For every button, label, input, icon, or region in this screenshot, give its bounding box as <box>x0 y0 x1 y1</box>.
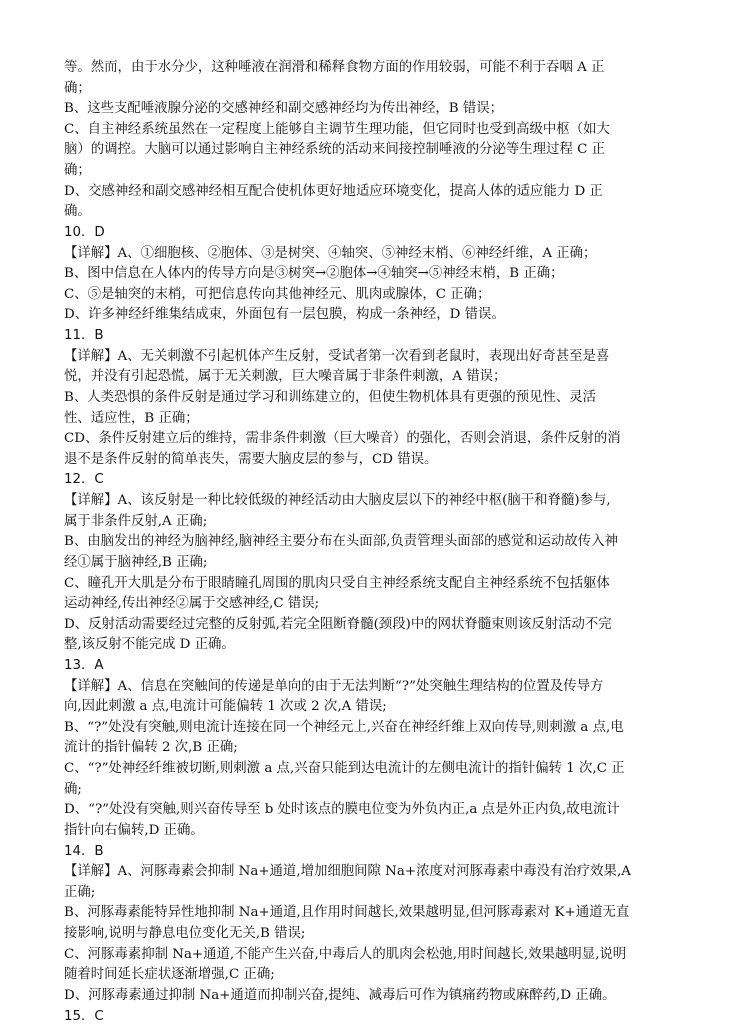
text-line: 退不是条件反射的简单丧失，需要大脑皮层的参与，CD 错误。 <box>64 451 438 467</box>
text-line: D、河豚毒素通过抑制 Na+通道而抑制兴奋,提纯、减毒后可作为镇痛药物或麻醉药,D 正确。 <box>64 987 616 1003</box>
text-line: 确； <box>64 80 91 96</box>
question-number: 15．C <box>64 1008 104 1024</box>
text-line: D、许多神经纤维集结成束，外面包有一层包膜，构成一条神经，D 错误。 <box>64 307 505 323</box>
text-line: B、图中信息在人体内的传导方向是③树突→②胞体→④轴突→⑤神经末梢，B 正确； <box>64 266 564 282</box>
text-line: CD、条件反射建立后的维持，需非条件刺激（巨大噪音）的强化，否则会消退，条件反射的消 <box>64 431 621 447</box>
text-line: C、“?”处神经纤维被切断,则刺激 a 点,兴奋只能到达电流计的左侧电流计的指针偏转 1 次,C 正 <box>64 761 625 777</box>
text-line: 正确; <box>64 884 96 900</box>
text-line: C、河豚毒素抑制 Na+通道,不能产生兴奋,中毒后人的肌肉会松弛,用时间越长,效果越明显,说明 <box>64 946 627 962</box>
text-line: C、瞳孔开大肌是分布于眼睛瞳孔周围的肌肉只受自主神经系统支配自主神经系统不包括躯体 <box>64 575 610 591</box>
text-line: 随着时间延长症状逐渐增强,C 正确; <box>64 967 275 983</box>
explanation-line: 【详解】A、信息在突触间的传递是单向的由于无法判断“?”处突触生理结构的位置及传导方 <box>64 678 604 694</box>
text-line: 确; <box>64 781 82 797</box>
text-line: B、“?”处没有突触,则电流计连接在同一个神经元上,兴奋在神经纤维上双向传导,则刺激 a 点,电 <box>64 719 624 735</box>
text-line: B、人类恐惧的条件反射是通过学习和训练建立的，但使生物机体具有更强的预见性、灵活 <box>64 389 597 405</box>
text-line: 指针向右偏转,D 正确。 <box>64 822 204 838</box>
text-line: 脑）的调控。大脑可以通过影响自主神经系统的活动来间接控制唾液的分泌等生理过程 C 正 <box>64 142 605 158</box>
explanation-line: 【详解】A、①细胞核、②胞体、③是树突、④轴突、⑤神经末梢、⑥神经纤维，A 正确； <box>64 245 597 261</box>
text-line: 等。然而，由于水分少，这种唾液在润滑和稀释食物方面的作用较弱，可能不利于吞咽 A 正 <box>64 60 605 75</box>
explanation-line: 【详解】A、无关刺激不引起机体产生反射，受试者第一次看到老鼠时，表现出好奇甚至是喜 <box>64 348 610 364</box>
text-line: 向,因此刺激 a 点,电流计可能偏转 1 次或 2 次,A 错误; <box>64 699 387 715</box>
text-line: 悦，并没有引起恐慌，属于无关刺激，巨大噪音属于非条件刺激，A 错误； <box>64 369 507 385</box>
text-line: 接影响,说明与静息电位变化无关,B 错误; <box>64 926 306 942</box>
question-number: 13．A <box>64 657 104 673</box>
question-number: 12．C <box>64 472 104 488</box>
text-line: B、这些支配唾液腺分泌的交感神经和副交感神经均为传出神经，B 错误； <box>64 101 504 117</box>
text-line: 确； <box>64 163 91 179</box>
question-number: 11．B <box>64 328 104 344</box>
text-line: 运动神经,传出神经②属于交感神经,C 错误; <box>64 596 320 612</box>
text-line: C、自主神经系统虽然在一定程度上能够自主调节生理功能，但它同时也受到高级中枢（如大 <box>64 121 610 137</box>
text-line: D、交感神经和副交感神经相互配合使机体更好地适应环境变化，提高人体的适应能力 D 正 <box>64 183 603 199</box>
explanation-line: 【详解】A、河豚毒素会抑制 Na+通道,增加细胞间隙 Na+浓度对河豚毒素中毒没有治疗效果,A <box>64 864 631 880</box>
text-line: D、“?”处没有突触,则兴奋传导至 b 处时该点的膜电位变为外负内正,a 点是外正内负,故电流计 <box>64 802 620 818</box>
question-number: 10．D <box>64 224 105 240</box>
text-line: C、⑤是轴突的末梢，可把信息传向其他神经元、肌肉或腺体，C 正确； <box>64 286 491 302</box>
text-line: 属于非条件反射,A 正确; <box>64 513 208 529</box>
text-line: 整,该反射不能完成 D 正确。 <box>64 637 235 653</box>
text-line: 性、适应性，B 正确； <box>64 410 199 426</box>
question-number: 14．B <box>64 843 104 859</box>
text-line: 确。 <box>64 204 91 220</box>
text-line: B、由脑发出的神经为脑神经,脑神经主要分布在头面部,负责管理头面部的感觉和运动故传入神 <box>64 534 618 550</box>
explanation-line: 【详解】A、该反射是一种比较低级的神经活动由大脑皮层以下的神经中枢(脑干和脊髓)参与, <box>64 493 611 509</box>
text-line: 经①属于脑神经,B 正确; <box>64 554 208 570</box>
text-line: D、反射活动需要经过完整的反射弧,若完全阻断脊髓(颈段)中的网状脊髓束则该反射活动不完 <box>64 616 612 632</box>
text-line: B、河豚毒素能特异性地抑制 Na+通道,且作用时间越长,效果越明显,但河豚毒素对 K+通道无直 <box>64 905 630 921</box>
text-line: 流计的指针偏转 2 次,B 正确; <box>64 740 238 756</box>
